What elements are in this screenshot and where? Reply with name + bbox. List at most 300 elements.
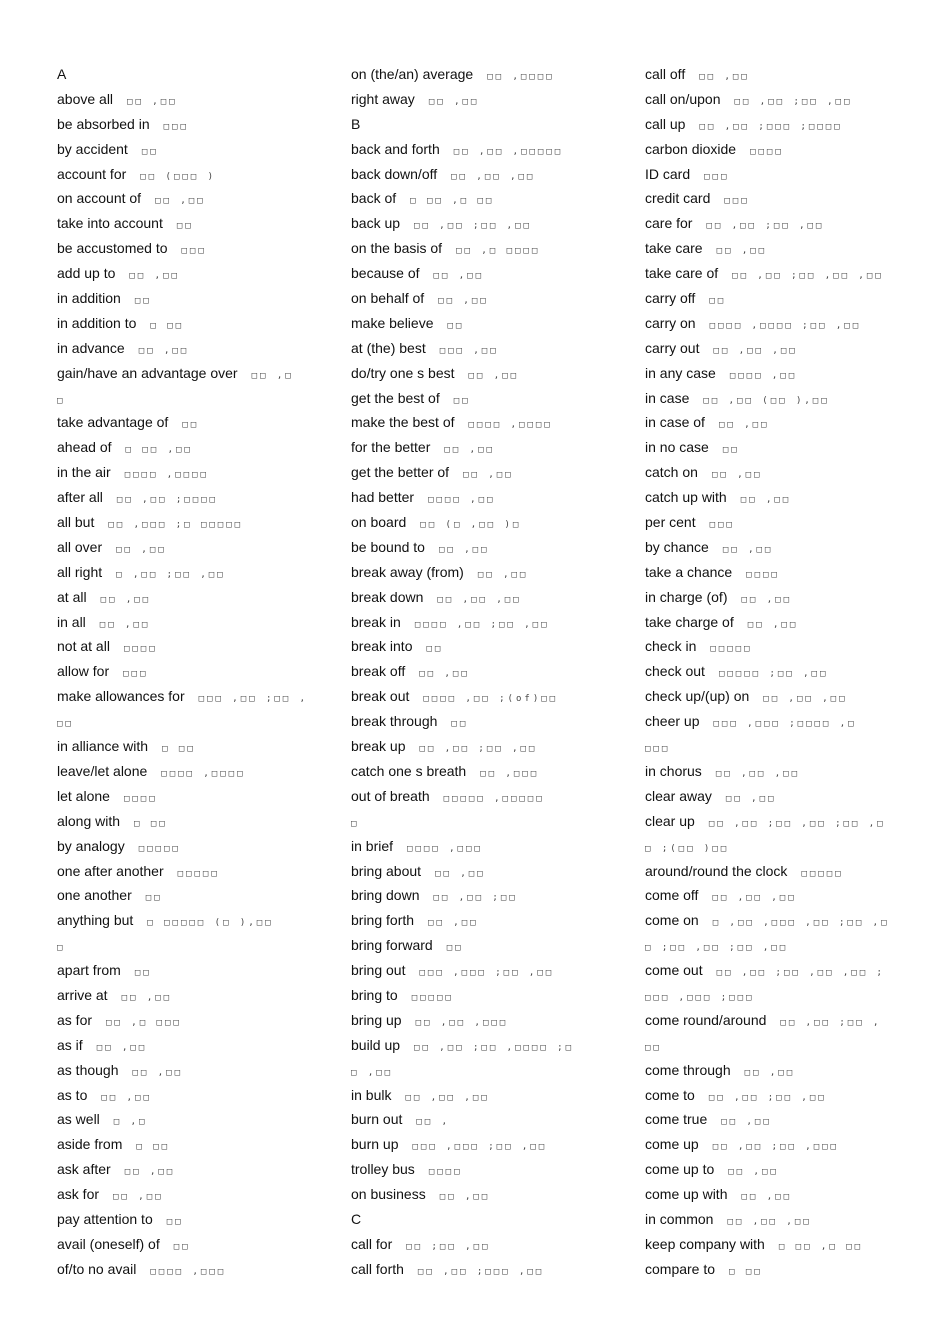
phrase-gloss: □□ ,□□ ,□□ xyxy=(763,694,848,705)
phrase-entry xyxy=(645,485,925,510)
phrase-entry xyxy=(351,410,631,435)
phrase-term: add up to xyxy=(57,265,116,282)
phrase-term: ask after xyxy=(57,1161,111,1178)
phrase-gloss: □□ ,□□ xyxy=(127,96,178,107)
phrase-entry xyxy=(351,1058,631,1083)
phrase-entry xyxy=(351,485,631,510)
phrase-term: by chance xyxy=(645,538,709,555)
phrase-term: because of xyxy=(351,265,420,282)
phrase-entry xyxy=(351,62,631,87)
phrase-entry xyxy=(351,236,631,261)
phrase-term: back and forth xyxy=(351,140,440,157)
phrase-term: bring about xyxy=(351,862,422,879)
phrase-entry xyxy=(645,435,925,460)
phrase-gloss: □□ ,□□ ,□□ xyxy=(713,345,798,356)
phrase-gloss: □□ ,□□ ;□□□□ xyxy=(116,495,218,506)
phrase-entry xyxy=(351,958,631,983)
phrase-gloss: □□ ,□□ xyxy=(477,569,529,580)
phrase-term: had better xyxy=(351,489,415,506)
phrase-term: after all xyxy=(57,489,103,506)
phrase-term: credit card xyxy=(645,190,711,207)
phrase-gloss: □□ ,□□ xyxy=(99,619,151,630)
phrase-term: bring forward xyxy=(351,937,433,954)
phrase-gloss: □□ ,□□ ;□□ ,□□ xyxy=(419,744,538,755)
phrase-term: come up xyxy=(645,1136,699,1153)
phrase-entry xyxy=(57,1107,337,1132)
phrase-term: come off xyxy=(645,887,699,904)
phrase-term: ID card xyxy=(645,165,691,182)
phrase-gloss: □□ ;□□ ,□□ xyxy=(406,1241,491,1252)
phrase-gloss: □□ ,□□ xyxy=(438,296,489,307)
phrase-gloss: □□ ,□□ xyxy=(711,470,763,481)
phrase-term: in addition xyxy=(57,290,121,307)
phrase-gloss: □□□□□ ;□□ ,□□ xyxy=(718,669,829,680)
phrase-entry xyxy=(57,485,337,510)
phrase-term: take a chance xyxy=(645,563,733,580)
phrase-gloss: □□□□□ xyxy=(138,843,181,854)
phrase-gloss: □ ;(□□ )□□ xyxy=(645,843,730,854)
phrase-gloss: □□ ,□□□ xyxy=(480,768,540,779)
phrase-gloss: □□ ,□□ ;□□ ,□□ xyxy=(734,96,853,107)
phrase-entry xyxy=(645,186,925,211)
phrase-term: for the better xyxy=(351,439,431,456)
phrase-gloss: □□ ,□□ ;□□ ,□□ xyxy=(706,221,825,232)
phrase-term: back of xyxy=(351,190,397,207)
phrase-gloss: □□ ,□□ xyxy=(438,544,490,555)
phrase-entry xyxy=(57,510,337,535)
phrase-entry xyxy=(57,62,337,87)
phrase-entry xyxy=(57,610,337,635)
phrase-gloss: □□ (□□□ ) xyxy=(140,171,217,182)
phrase-entry xyxy=(645,261,925,286)
phrase-entry xyxy=(57,908,337,933)
phrase-term: on board xyxy=(351,514,407,531)
phrase-entry xyxy=(351,883,631,908)
phrase-term: call for xyxy=(351,1235,393,1252)
phrase-gloss: □□ ,□□ ,□□ xyxy=(727,1216,812,1227)
phrase-entry xyxy=(351,1083,631,1108)
phrase-entry xyxy=(351,684,631,709)
phrase-entry xyxy=(351,908,631,933)
phrase-term: come to xyxy=(645,1086,695,1103)
phrase-gloss: □□ ,□□ xyxy=(740,495,792,506)
phrase-gloss: □□ xyxy=(173,1241,191,1252)
phrase-gloss: □□□ xyxy=(709,520,735,531)
phrase-entry xyxy=(351,659,631,684)
phrase-gloss: □□ ,□ xyxy=(251,370,294,381)
phrase-entry xyxy=(351,510,631,535)
phrase-term: call forth xyxy=(351,1260,404,1277)
phrase-term: make the best of xyxy=(351,414,455,431)
phrase-gloss: □□□□ ,□□ ;□□ ,□□ xyxy=(414,619,550,630)
phrase-gloss: □□□□ ,□□□□ xyxy=(161,768,246,779)
phrase-term: be absorbed in xyxy=(57,115,150,132)
phrase-term: by analogy xyxy=(57,837,125,854)
phrase-term: above all xyxy=(57,90,114,107)
phrase-entry xyxy=(645,112,925,137)
phrase-gloss: □ □□ ,□□ xyxy=(125,445,193,456)
phrase-gloss: □□ (□ ,□□ )□ xyxy=(420,520,522,531)
phrase-entry xyxy=(645,1058,925,1083)
phrase-entry xyxy=(645,883,925,908)
phrase-entry xyxy=(57,809,337,834)
phrase-gloss: □□ ,□□□ ;□ □□□□□ xyxy=(108,520,244,531)
phrase-gloss: □□ ,□□ ,□□□□□ xyxy=(453,146,564,157)
phrase-entry xyxy=(645,460,925,485)
phrase-term: be accustomed to xyxy=(57,240,168,257)
phrase-term: all over xyxy=(57,538,103,555)
phrase-term: build up xyxy=(351,1036,401,1053)
phrase-entry xyxy=(645,759,925,784)
phrase-entry xyxy=(645,809,925,834)
phrase-term: at all xyxy=(57,588,87,605)
column-2 xyxy=(351,62,631,1282)
phrase-entry xyxy=(351,137,631,162)
phrase-entry xyxy=(57,435,337,460)
phrase-gloss: □□ ,□□ xyxy=(722,544,774,555)
phrase-entry xyxy=(645,734,925,759)
phrase-entry xyxy=(57,958,337,983)
phrase-term: as if xyxy=(57,1036,83,1053)
phrase-gloss: □ □□□□□ (□ ),□□ xyxy=(147,918,274,929)
phrase-gloss: □□ ,□□ xyxy=(744,1067,796,1078)
phrase-entry xyxy=(645,585,925,610)
phrase-gloss: □□ xyxy=(166,1216,184,1227)
phrase-entry xyxy=(645,1182,925,1207)
phrase-gloss: □□ ,□□ xyxy=(419,669,470,680)
phrase-entry xyxy=(57,634,337,659)
phrase-entry xyxy=(645,1033,925,1058)
phrase-entry xyxy=(351,211,631,236)
phrase-gloss: □□ ,□□ ;□□ xyxy=(433,893,518,904)
phrase-gloss: □□ ,□□ xyxy=(116,544,167,555)
phrase-gloss: □□ ,□□ ;□□ ,□□□ xyxy=(712,1142,839,1153)
phrase-term: by accident xyxy=(57,140,128,157)
phrase-entry xyxy=(351,386,631,411)
phrase-entry xyxy=(57,1182,337,1207)
phrase-entry xyxy=(351,261,631,286)
phrase-term: catch on xyxy=(645,464,698,481)
phrase-entry xyxy=(351,634,631,659)
phrase-entry xyxy=(645,1232,925,1257)
phrase-entry xyxy=(57,983,337,1008)
phrase-gloss: □ xyxy=(351,818,360,829)
phrase-term: in any case xyxy=(645,364,716,381)
phrase-term: bring up xyxy=(351,1011,402,1028)
phrase-gloss: □□ ,□□ xyxy=(132,1067,184,1078)
phrase-term: pay attention to xyxy=(57,1210,153,1227)
phrase-gloss: □□ ,□□ ,□□ xyxy=(451,171,536,182)
phrase-gloss: □□ ,□□ xyxy=(728,1167,779,1178)
phrase-term: back down/off xyxy=(351,165,438,182)
phrase-gloss: □□ ,□□ xyxy=(725,793,777,804)
phrase-entry xyxy=(645,859,925,884)
phrase-gloss: □□ ,□□ xyxy=(741,1192,792,1203)
phrase-term: bring forth xyxy=(351,912,415,929)
phrase-entry xyxy=(57,386,337,411)
phrase-gloss: □□ ,□□ xyxy=(433,271,485,282)
phrase-term: take advantage of xyxy=(57,414,169,431)
phrase-entry xyxy=(57,1008,337,1033)
phrase-gloss: □□ xyxy=(426,644,444,655)
phrase-term: in chorus xyxy=(645,762,702,779)
phrase-entry xyxy=(57,1132,337,1157)
phrase-term: come up to xyxy=(645,1161,715,1178)
phrase-term: as well xyxy=(57,1111,100,1128)
phrase-term: take care xyxy=(645,240,703,257)
phrase-entry xyxy=(351,460,631,485)
phrase-term: around/round the clock xyxy=(645,862,788,879)
phrase-term: avail (oneself) of xyxy=(57,1235,160,1252)
phrase-gloss: □ xyxy=(57,395,66,406)
phrase-term: break through xyxy=(351,713,438,730)
phrase-gloss: □□□□ ,□□ ;(of)□□ xyxy=(423,694,559,705)
phrase-gloss: □ □□ ,□ □□ xyxy=(778,1241,864,1252)
phrase-gloss: □□ xyxy=(709,296,727,307)
phrase-term: aside from xyxy=(57,1136,123,1153)
phrase-entry xyxy=(57,1157,337,1182)
phrase-gloss: □□ ,□□ ,□□ xyxy=(405,1092,490,1103)
phrase-gloss: □□ ,□□ ;□□□ ;□□□□ xyxy=(699,121,843,132)
phrase-entry xyxy=(351,1107,631,1132)
phrase-term: on behalf of xyxy=(351,290,425,307)
phrase-gloss: □ □□ xyxy=(162,744,196,755)
phrase-gloss: □□ ,□□ xyxy=(747,619,799,630)
phrase-term: in alliance with xyxy=(57,738,149,755)
phrase-gloss: □□□□□ ,□□□□□ xyxy=(443,793,545,804)
phrase-entry xyxy=(351,286,631,311)
phrase-entry xyxy=(645,510,925,535)
phrase-gloss: □□□ xyxy=(181,246,207,257)
phrase-gloss: □□□□ xyxy=(123,793,158,804)
phrase-entry xyxy=(57,759,337,784)
phrase-gloss: □□ xyxy=(446,943,464,954)
phrase-entry xyxy=(57,162,337,187)
phrase-entry xyxy=(645,1083,925,1108)
phrase-term: leave/let alone xyxy=(57,762,148,779)
phrase-gloss: □□□□ ,□□□ xyxy=(407,843,483,854)
phrase-entry xyxy=(57,261,337,286)
phrase-entry xyxy=(645,958,925,983)
phrase-entry xyxy=(645,286,925,311)
phrase-term: in the air xyxy=(57,464,111,481)
phrase-entry xyxy=(351,1157,631,1182)
phrase-entry xyxy=(645,908,925,933)
phrase-entry xyxy=(57,535,337,560)
phrase-gloss: □□ ,□□ ,□□□ xyxy=(415,1017,509,1028)
phrase-entry xyxy=(57,286,337,311)
phrase-entry xyxy=(645,87,925,112)
phrase-entry xyxy=(351,162,631,187)
phrase-entry xyxy=(57,186,337,211)
phrase-term: as for xyxy=(57,1011,93,1028)
phrase-term: come round/around xyxy=(645,1011,767,1028)
phrase-gloss: □□ ,□□ xyxy=(699,72,750,82)
phrase-entry xyxy=(645,1132,925,1157)
phrase-term: bring down xyxy=(351,887,420,904)
phrase-gloss: □□□□ xyxy=(746,569,780,580)
phrase-gloss: □□ ,□□ xyxy=(716,246,768,257)
phrase-gloss: □ ,□□ xyxy=(351,1067,394,1078)
phrase-entry xyxy=(57,859,337,884)
phrase-term: keep company with xyxy=(645,1235,765,1252)
phrase-entry xyxy=(351,336,631,361)
phrase-gloss: □□□ xyxy=(123,669,149,680)
phrase-term: in common xyxy=(645,1210,714,1227)
phrase-term: in charge (of) xyxy=(645,588,728,605)
phrase-entry xyxy=(351,311,631,336)
phrase-gloss: □□ xyxy=(176,221,194,232)
phrase-entry xyxy=(351,610,631,635)
phrase-gloss: □□ ,□□ ;□□ ,□□ xyxy=(708,1092,827,1103)
phrase-gloss: □□□□ ,□□ xyxy=(428,495,496,506)
phrase-term: clear away xyxy=(645,787,712,804)
phrase-gloss: □□ ,□ □□□ xyxy=(106,1017,182,1028)
phrase-gloss: □□ ,□□ xyxy=(113,1192,164,1203)
phrase-entry xyxy=(645,1207,925,1232)
phrase-entry xyxy=(351,834,631,859)
phrase-entry xyxy=(645,1257,925,1282)
phrase-gloss: □□□ xyxy=(724,196,750,207)
phrase-term: all right xyxy=(57,563,103,580)
phrase-gloss: □□ ,□□ xyxy=(96,1042,148,1053)
phrase-gloss: □□□□ ,□□□□ xyxy=(124,470,209,481)
phrase-gloss: □□ ,□ □□□□ xyxy=(456,246,541,257)
phrase-entry xyxy=(351,734,631,759)
phrase-gloss: □□ xyxy=(722,445,740,456)
phrase-entry xyxy=(645,784,925,809)
phrase-term: break off xyxy=(351,663,406,680)
phrase-term: trolley bus xyxy=(351,1161,415,1178)
phrase-term: ahead of xyxy=(57,439,112,456)
phrase-gloss: □ □□ xyxy=(134,818,168,829)
phrase-entry xyxy=(57,1232,337,1257)
phrase-term: do/try one s best xyxy=(351,364,455,381)
phrase-gloss: □□ ,□□ xyxy=(138,345,190,356)
phrase-term: one another xyxy=(57,887,132,904)
phrase-gloss: □□ xyxy=(451,719,469,730)
phrase-gloss: □□ ,□□ ;□□ ,□□ ,□□ xyxy=(732,271,884,282)
phrase-term: account for xyxy=(57,165,127,182)
phrase-term: make allowances for xyxy=(57,688,185,705)
phrase-gloss: □□□ ,□□ ;□□ , xyxy=(198,694,309,705)
phrase-entry xyxy=(351,186,631,211)
phrase-term: as though xyxy=(57,1061,119,1078)
phrase-gloss: □□ xyxy=(453,395,471,406)
phrase-term: check in xyxy=(645,638,697,655)
phrase-term: compare to xyxy=(645,1260,716,1277)
phrase-entry xyxy=(57,87,337,112)
phrase-entry xyxy=(351,759,631,784)
phrase-gloss: □□ ,□□ ,□□ xyxy=(715,768,800,779)
phrase-term: on business xyxy=(351,1186,426,1203)
phrase-entry xyxy=(645,386,925,411)
phrase-term: B xyxy=(351,115,361,132)
phrase-term: on the basis of xyxy=(351,240,443,257)
phrase-term: break away (from) xyxy=(351,563,464,580)
phrase-gloss: □□□ xyxy=(163,121,189,132)
phrase-gloss: □□□□□ xyxy=(411,992,454,1003)
phrase-entry xyxy=(57,784,337,809)
phrase-gloss: □□□ ,□□□ ;□□□□ ,□ xyxy=(713,719,857,730)
phrase-entry xyxy=(57,236,337,261)
phrase-entry xyxy=(645,410,925,435)
phrase-entry xyxy=(57,311,337,336)
phrase-term: as to xyxy=(57,1086,88,1103)
phrase-gloss: □□ ,□□ xyxy=(439,1192,491,1203)
phrase-entry xyxy=(351,1008,631,1033)
phrase-term: carry out xyxy=(645,339,700,356)
phrase-term: call up xyxy=(645,115,686,132)
phrase-entry xyxy=(57,834,337,859)
phrase-term: out of breath xyxy=(351,787,430,804)
phrase-term: C xyxy=(351,1210,362,1227)
phrase-term: clear up xyxy=(645,812,695,829)
phrase-gloss: □□ ,□□ xyxy=(721,1117,772,1128)
phrase-term: anything but xyxy=(57,912,134,929)
phrase-entry xyxy=(57,883,337,908)
phrase-entry xyxy=(645,311,925,336)
phrase-term: come through xyxy=(645,1061,731,1078)
phrase-term: come on xyxy=(645,912,699,929)
phrase-term: break down xyxy=(351,588,424,605)
phrase-gloss: □ □□ xyxy=(729,1266,763,1277)
phrase-entry xyxy=(645,560,925,585)
phrase-gloss: □□ ,□□ xyxy=(435,868,486,879)
phrase-gloss: □□ ,□□ xyxy=(741,594,792,605)
phrase-gloss: □□ ,□□ ,□□ xyxy=(437,594,522,605)
phrase-term: per cent xyxy=(645,514,696,531)
phrase-entry xyxy=(645,535,925,560)
phrase-term: one after another xyxy=(57,862,164,879)
phrase-gloss: □□□□ xyxy=(428,1167,463,1178)
phrase-gloss: □□ xyxy=(134,296,152,307)
phrase-term: in no case xyxy=(645,439,709,456)
phrase-term: come true xyxy=(645,1111,708,1128)
phrase-entry xyxy=(57,659,337,684)
phrase-entry xyxy=(645,137,925,162)
phrase-entry xyxy=(645,933,925,958)
phrase-term: burn out xyxy=(351,1111,403,1128)
phrase-term: make believe xyxy=(351,314,434,331)
phrase-entry xyxy=(57,410,337,435)
phrase-entry xyxy=(351,859,631,884)
phrase-gloss: □□ ,□□ xyxy=(155,196,206,207)
phrase-entry xyxy=(57,1257,337,1282)
phrase-term: burn up xyxy=(351,1136,399,1153)
phrase-gloss: □□□ ,□□□ ;□□ ,□□ xyxy=(412,1142,548,1153)
phrase-gloss: □ ,□□ ;□□ ,□□ xyxy=(116,569,226,580)
phrase-entry xyxy=(351,784,631,809)
phrase-entry xyxy=(57,709,337,734)
phrase-gloss: □□□□ ,□□□□ ;□□ ,□□ xyxy=(709,320,862,331)
phrase-term: in all xyxy=(57,613,86,630)
phrase-gloss: □□ ,□□□□ xyxy=(487,72,555,82)
phrase-term: catch up with xyxy=(645,489,727,506)
phrase-gloss: □□ ,□□ xyxy=(468,370,520,381)
phrase-gloss: □□ ,□□ xyxy=(463,470,514,481)
phrase-entry xyxy=(57,560,337,585)
phrase-term: let alone xyxy=(57,787,110,804)
phrase-gloss: □ ,□□ ,□□□ ,□□ ;□□ ,□ xyxy=(712,918,890,929)
phrase-gloss: □□□ xyxy=(704,171,730,182)
phrase-term: call on/upon xyxy=(645,90,721,107)
phrase-entry xyxy=(351,983,631,1008)
phrase-term: all but xyxy=(57,514,95,531)
phrase-term: A xyxy=(57,66,67,82)
phrase-entry xyxy=(645,709,925,734)
phrase-entry xyxy=(645,62,925,87)
